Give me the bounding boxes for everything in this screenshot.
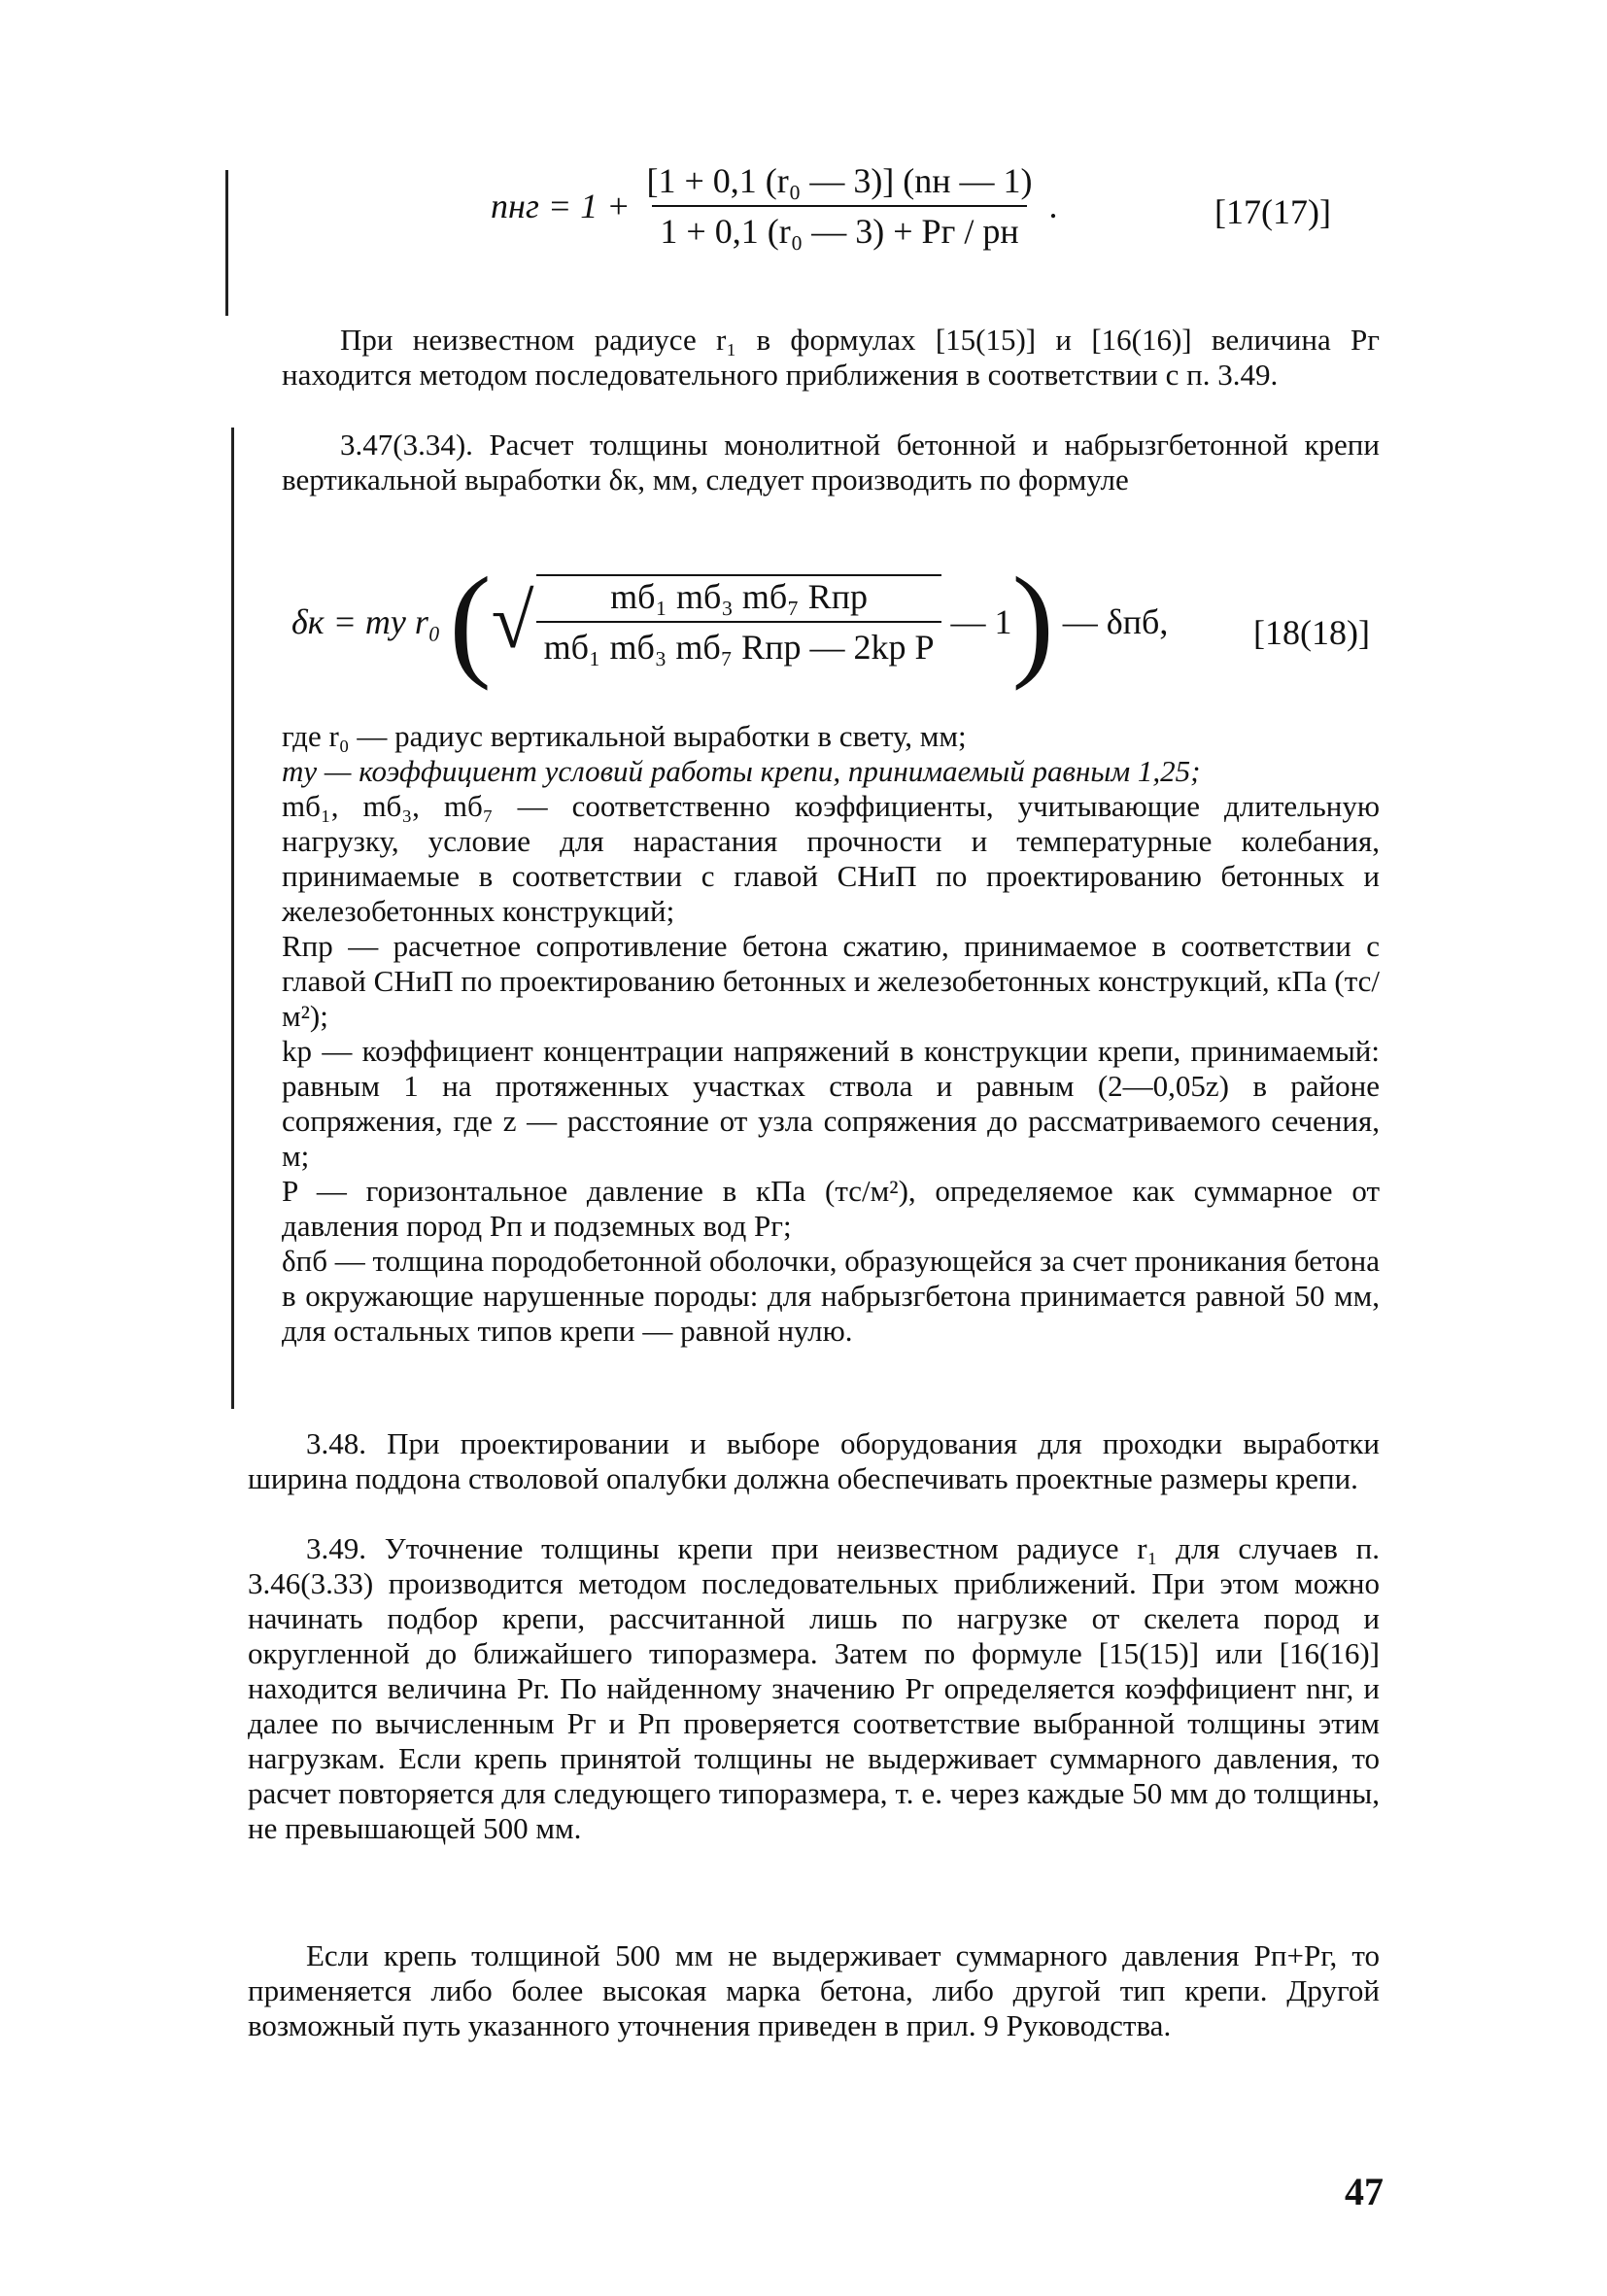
definition-r0: где r₀ — радиус вертикальной выработки в свету, мм; bbox=[282, 719, 967, 753]
margin-bar-middle bbox=[231, 428, 234, 1409]
definition-p: P — горизонтальное давление в кПа (тс/м²), определяемое как суммарное от давления пород Pп и подземных вод Pг; bbox=[282, 1174, 1380, 1243]
formula-18-radicand bbox=[536, 574, 942, 668]
formula-17-denominator: 1 + 0,1 (r₀ — 3) + Pг / pн bbox=[652, 205, 1026, 252]
definition-my: mу — коэффициент условий работы крепи, принимаемый равным 1,25; bbox=[282, 754, 1201, 788]
margin-bar-top bbox=[225, 170, 228, 316]
formula-18-number: [18(18)] bbox=[1253, 613, 1370, 652]
formula-18-minus-one: — 1 bbox=[950, 602, 1012, 641]
definitions-list bbox=[282, 719, 1380, 1349]
radical-icon: √ bbox=[491, 579, 534, 665]
formula-18-numerator: mб₁ mб₃ mб₇ Rпр bbox=[610, 577, 868, 616]
right-paren: ) bbox=[1011, 552, 1054, 692]
formula-18 bbox=[291, 552, 1263, 692]
page-number: 47 bbox=[1345, 2170, 1384, 2213]
formula-18-tail: — δпб, bbox=[1062, 602, 1169, 641]
paragraph-unknown-radius: При неизвестном радиусе r₁ в формулах [15(15)] и [16(16)] величина Pг находится методом последовательного приближения в соответствии с п. 3.49. bbox=[282, 323, 1380, 392]
definition-kp: kр — коэффициент концентрации напряжений в конструкции крепи, принимаемый: равным 1 на протяженных участках ствола и равным (2—0,05z) в районе сопряжения, где z — расстояние от узла сопряжения до рассматриваемого сечения, м; bbox=[282, 1034, 1380, 1173]
paragraph-last: Если крепь толщиной 500 мм не выдерживает суммарного давления Pп+Pг, то применяется либо более высокая марка бетона, либо другой тип крепи. Другой возможный путь указанного уточнения приведен в прил. 9 Руководства. bbox=[248, 1938, 1380, 2042]
formula-17-fraction bbox=[639, 160, 1041, 252]
paragraph-3-47: 3.47(3.34). Расчет толщины монолитной бетонной и набрызгбетонной крепи вертикальной выработки δк, мм, следует производить по формуле bbox=[282, 428, 1380, 497]
paragraph-3-49: 3.49. Уточнение толщины крепи при неизвестном радиусе r₁ для случаев п. 3.46(3.33) производится методом последовательных приближений. При этом можно начинать подбор крепи, рассчитанной лишь по нагрузке от скелета пород и округленной до ближайшего типоразмера. Затем по формуле [15(15)] или [16(16)] находится величина Pг. По найденному значению Pг определяется коэффициент nнг, и далее по вычисленным Pг и Pп проверяется соответствие выбранной толщины этим нагрузкам. Если крепь принятой толщины не выдерживает суммарного давления, то расчет повторяется для следующего типоразмера, т. е. через каждые 50 мм до толщины, не превышающей 500 мм. bbox=[248, 1531, 1380, 1845]
formula-17-numerator: [1 + 0,1 (r₀ — 3)] (nн — 1) bbox=[646, 161, 1033, 200]
formula-17-tail: . bbox=[1048, 187, 1058, 225]
definition-dpb: δпб — толщина породобетонной оболочки, образующейся за счет проникания бетона в окружающие нарушенные породы: для набрызгбетона принимается равной 50 мм, для остальных типов крепи — равной нулю. bbox=[282, 1244, 1380, 1348]
formula-18-fraction bbox=[536, 576, 942, 668]
formula-18-lhs: δк = mу r₀ bbox=[291, 602, 441, 641]
formula-18-denominator: mб₁ mб₃ mб₇ Rпр — 2kр P bbox=[536, 621, 942, 668]
left-paren: ( bbox=[449, 552, 492, 692]
formula-17 bbox=[491, 160, 1171, 252]
paragraph-3-48: 3.48. При проектировании и выборе оборудования для проходки выработки ширина поддона стволовой опалубки должна обеспечивать проектные размеры крепи. bbox=[248, 1426, 1380, 1495]
formula-17-lhs: nнг = 1 + bbox=[491, 187, 631, 225]
definition-rpr: Rпр — расчетное сопротивление бетона сжатию, принимаемое в соответствии с главой СНиП по проектированию бетонных и железобетонных конструкций, кПа (тс/м²); bbox=[282, 929, 1380, 1033]
definition-mb: mб₁, mб₃, mб₇ — соответственно коэффициенты, учитывающие длительную нагрузку, условие для нарастания прочности и температурные колебания, принимаемые в соответствии с главой СНиП по проектированию бетонных и железобетонных конструкций; bbox=[282, 789, 1380, 928]
formula-17-number: [17(17)] bbox=[1214, 192, 1331, 231]
